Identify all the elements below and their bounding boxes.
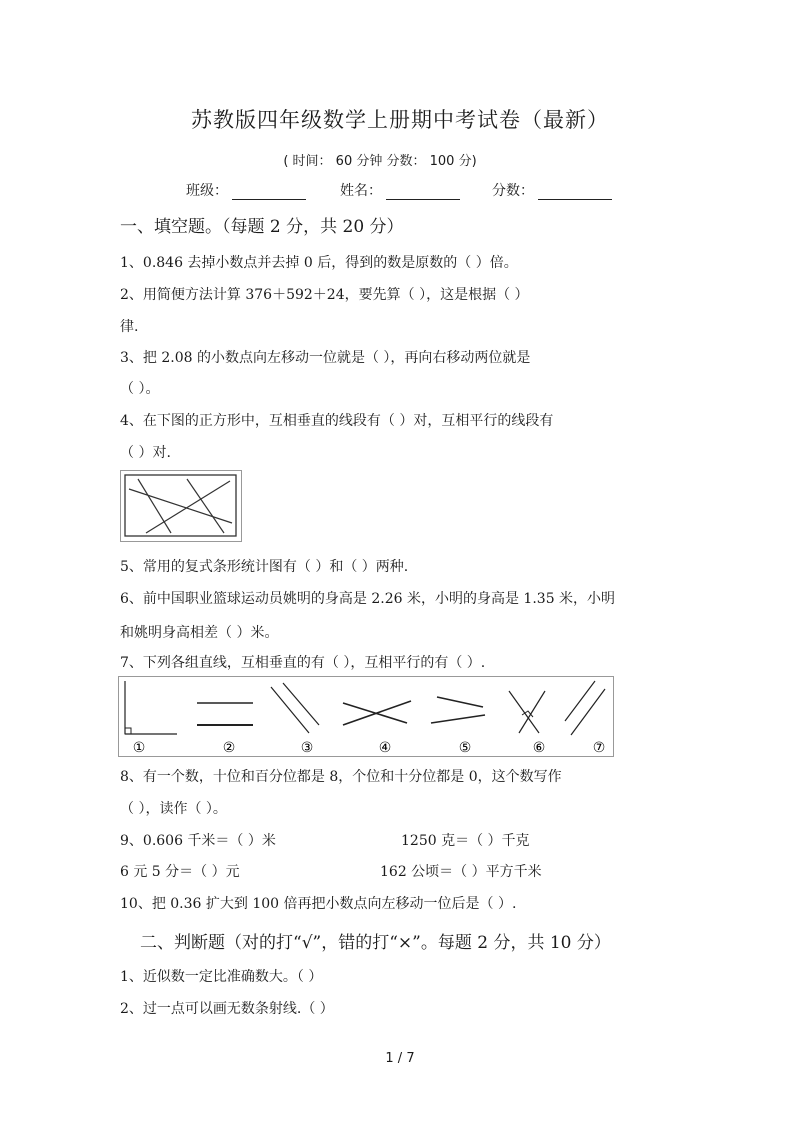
question-1: 1、0.846 去掉小数点并去掉 0 后，得到的数是原数的（ ）倍。 (120, 255, 518, 271)
line-group-2 (197, 703, 253, 725)
score-field (492, 180, 612, 200)
section2-title: 二、判断题（对的打“√”，错的打“×”。每题 2 分，共 10 分） (140, 933, 611, 953)
class-label: 班级： (186, 183, 228, 199)
line-group-1 (125, 681, 177, 734)
exam-title: 苏教版四年级数学上册期中考试卷（最新） (191, 108, 609, 132)
line-group-5 (431, 697, 485, 723)
line-group-6 (509, 691, 545, 733)
question-9-line1-right: 1250 克＝（ ）千克 (401, 833, 530, 849)
figure-line-c (138, 479, 171, 533)
question-6-line1: 6、前中国职业篮球运动员姚明的身高是 2.26 米，小明的身高是 1.35 米，小明 (120, 591, 616, 607)
question-3-line1: 3、把 2.08 的小数点向左移动一位就是（ ），再向右移动两位就是 (120, 350, 531, 366)
line-label-6: ⑥ (532, 740, 546, 756)
question-5: 5、常用的复式条形统计图有（ ）和（ ）两种. (120, 559, 409, 575)
figure-line-a (129, 489, 232, 523)
question-8-line2: （ ），读作（ ）。 (120, 801, 227, 817)
question-4-line2: （ ）对. (120, 445, 171, 461)
score-label: 分数： (492, 183, 534, 199)
class-blank (232, 185, 306, 200)
class-field (186, 180, 306, 200)
line-group-4 (343, 701, 411, 725)
page-number: 1 / 7 (385, 1051, 415, 1066)
question-9-line2-left: 6 元 5 分＝（ ）元 (120, 864, 240, 880)
line-label-4: ④ (378, 740, 392, 756)
name-label: 姓名： (340, 183, 382, 199)
section1-title: 一、填空题。（每题 2 分，共 20 分） (120, 217, 404, 237)
line-label-1: ① (132, 740, 146, 756)
question-4-line1: 4、在下图的正方形中，互相垂直的线段有（ ）对，互相平行的线段有 (120, 413, 554, 429)
question-6-line2: 和姚明身高相差（ ）米。 (120, 625, 279, 641)
question-2-line1: 2、用简便方法计算 376＋592＋24，要先算（ ），这是根据（ ） (120, 287, 529, 303)
line-label-2: ② (222, 740, 236, 756)
question-10: 10、把 0.36 扩大到 100 倍再把小数点向左移动一位后是（ ）. (120, 896, 517, 912)
figure-line-d (187, 479, 224, 533)
square-figure (120, 470, 242, 542)
judge-1: 1、近似数一定比准确数大。（ ） (120, 969, 323, 985)
figure-line-b (146, 481, 230, 533)
name-blank (386, 185, 460, 200)
question-9-line2-right: 162 公顷＝（ ）平方千米 (380, 864, 542, 880)
line-label-7: ⑦ (592, 740, 606, 756)
line-group-3 (271, 683, 319, 733)
question-7: 7、下列各组直线，互相垂直的有（ ），互相平行的有（ ）. (120, 655, 486, 671)
question-9-line1-left: 9、0.606 千米＝（ ）米 (120, 833, 276, 849)
line-label-3: ③ (300, 740, 314, 756)
line-group-7 (565, 681, 605, 735)
question-2-line2: 律. (120, 319, 139, 335)
line-label-5: ⑤ (458, 740, 472, 756)
score-blank (538, 185, 612, 200)
judge-2: 2、过一点可以画无数条射线.（ ） (120, 1001, 334, 1017)
name-field (340, 180, 460, 200)
question-3-line2: （ ）。 (120, 381, 160, 397)
exam-subtitle: ( 时间： 60 分钟 分数： 100 分) (283, 154, 477, 169)
lines-figure (118, 676, 614, 757)
question-8-line1: 8、有一个数，十位和百分位都是 8，个位和十分位都是 0，这个数写作 (120, 769, 562, 785)
